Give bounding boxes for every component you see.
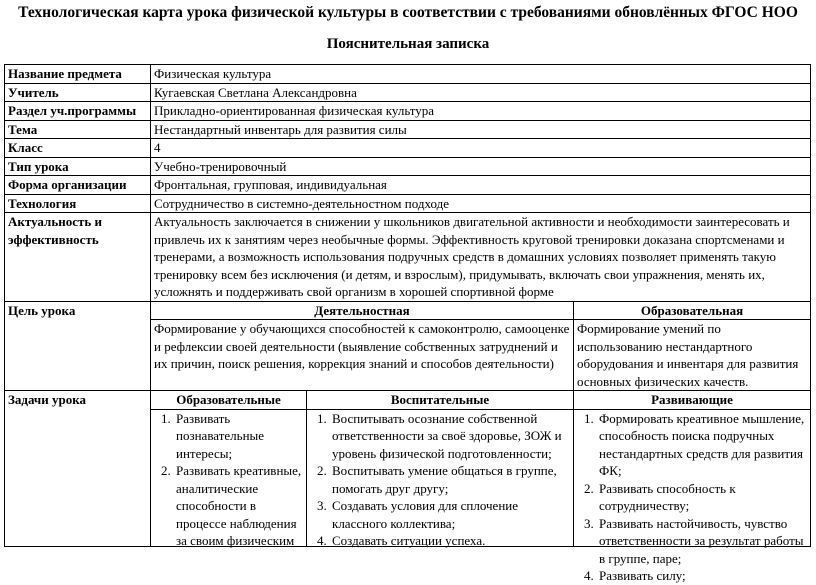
document-subtitle: Пояснительная записка xyxy=(326,36,490,52)
document-title: Технологическая карта урока физической культуры в соответствии с требованиями обновлённых ФГОС НОО xyxy=(18,4,798,21)
row-label: Технология xyxy=(5,194,151,213)
table-row xyxy=(5,213,811,302)
row-label: Тип урока xyxy=(5,157,151,176)
row-label: Учитель xyxy=(5,83,151,102)
tasks-upbringing-cell xyxy=(307,409,574,546)
table-row xyxy=(5,157,811,176)
list-item: 4. Развивать силу; xyxy=(597,567,807,585)
table-row xyxy=(5,176,811,195)
tasks-upbringing-list xyxy=(310,410,570,550)
list-item: 3. Создавать условия для сплочение классного коллектива; xyxy=(330,497,570,532)
row-value: Сотрудничество в системно-деятельностном подходе xyxy=(151,194,811,213)
goal-educational-text: Формирование умений по использованию нестандартного оборудования и инвентаря для развития основных физических качеств. xyxy=(574,320,811,391)
row-value: Физическая культура xyxy=(151,65,811,84)
tasks-educational-list xyxy=(154,410,303,550)
row-label: Раздел уч.программы xyxy=(5,102,151,121)
row-value: Прикладно-ориентированная физическая культура xyxy=(151,102,811,121)
row-label: Форма организации xyxy=(5,176,151,195)
table-row xyxy=(5,120,811,139)
lesson-card-table xyxy=(4,64,811,583)
list-item: 1. Формировать креативное мышление, способность поиска подручных нестандартных средств для развития ФК; xyxy=(597,410,807,480)
row-label: Актуальность и эффективность xyxy=(5,213,151,302)
list-item: 3. Развивать настойчивость, чувство ответственности за результат работы в группе, паре; xyxy=(597,515,807,568)
row-value: Актуальность заключается в снижении у школьников двигательной активности и необходимости заинтересовать и привлечь их к занятиям через необычные формы. Эффективность круговой тренировки доказана спортсменами и тренерами, а возможность использования подручных средств в домашних условиях позволяет применять такую тренировку всем без исключения (и детям, и взрослым), придумывать, включать свои упражнения, менять их, усложнять и поддерживать свой организм в хорошей спортивной форме xyxy=(151,213,811,302)
table-row xyxy=(5,83,811,102)
list-item: 1. Воспитывать осознание собственной ответственности за своё здоровье, ЗОЖ и уровень физической подготовленности; xyxy=(330,410,570,463)
list-item: 2. Развивать креативные, аналитические способности в процессе наблюдения за своим физическим xyxy=(174,462,303,550)
list-item: 2. Развивать способность к сотрудничеству; xyxy=(597,480,807,515)
table-row xyxy=(5,139,811,158)
table-row xyxy=(5,65,811,84)
goal-educational-header: Образовательная xyxy=(574,301,811,320)
row-label: Тема xyxy=(5,120,151,139)
goal-activity-header: Деятельностная xyxy=(151,301,574,320)
tasks-header-row xyxy=(5,391,811,410)
tasks-educational-header: Образовательные xyxy=(151,391,307,410)
row-value: Кугаевская Светлана Александровна xyxy=(151,83,811,102)
tasks-developing-list xyxy=(577,410,807,585)
goal-activity-text: Формирование у обучающихся способностей к самоконтролю, самооценке и рефлексии своей деятельности (выявление собственных затруднений и их причин, поиск решения, коррекция знаний и способов деятельности) xyxy=(151,320,574,391)
row-value: 4 xyxy=(151,139,811,158)
goal-header-row xyxy=(5,301,811,320)
row-value: Фронтальная, групповая, индивидуальная xyxy=(151,176,811,195)
list-item: 1. Развивать познавательные интересы; xyxy=(174,410,303,463)
tasks-upbringing-header: Воспитательные xyxy=(307,391,574,410)
row-label: Класс xyxy=(5,139,151,158)
goal-label: Цель урока xyxy=(5,301,151,391)
row-value: Учебно-тренировочный xyxy=(151,157,811,176)
tasks-label: Задачи урока xyxy=(5,391,151,547)
table-row xyxy=(5,194,811,213)
tasks-educational-cell xyxy=(151,409,307,546)
row-value: Нестандартный инвентарь для развития силы xyxy=(151,120,811,139)
tasks-developing-cell xyxy=(574,409,811,583)
table-row xyxy=(5,102,811,121)
list-item: 2. Воспитывать умение общаться в группе, помогать друг другу; xyxy=(330,462,570,497)
tasks-developing-header: Развивающие xyxy=(574,391,811,410)
list-item: 4. Создавать ситуации успеха. xyxy=(330,532,570,550)
row-label: Название предмета xyxy=(5,65,151,84)
